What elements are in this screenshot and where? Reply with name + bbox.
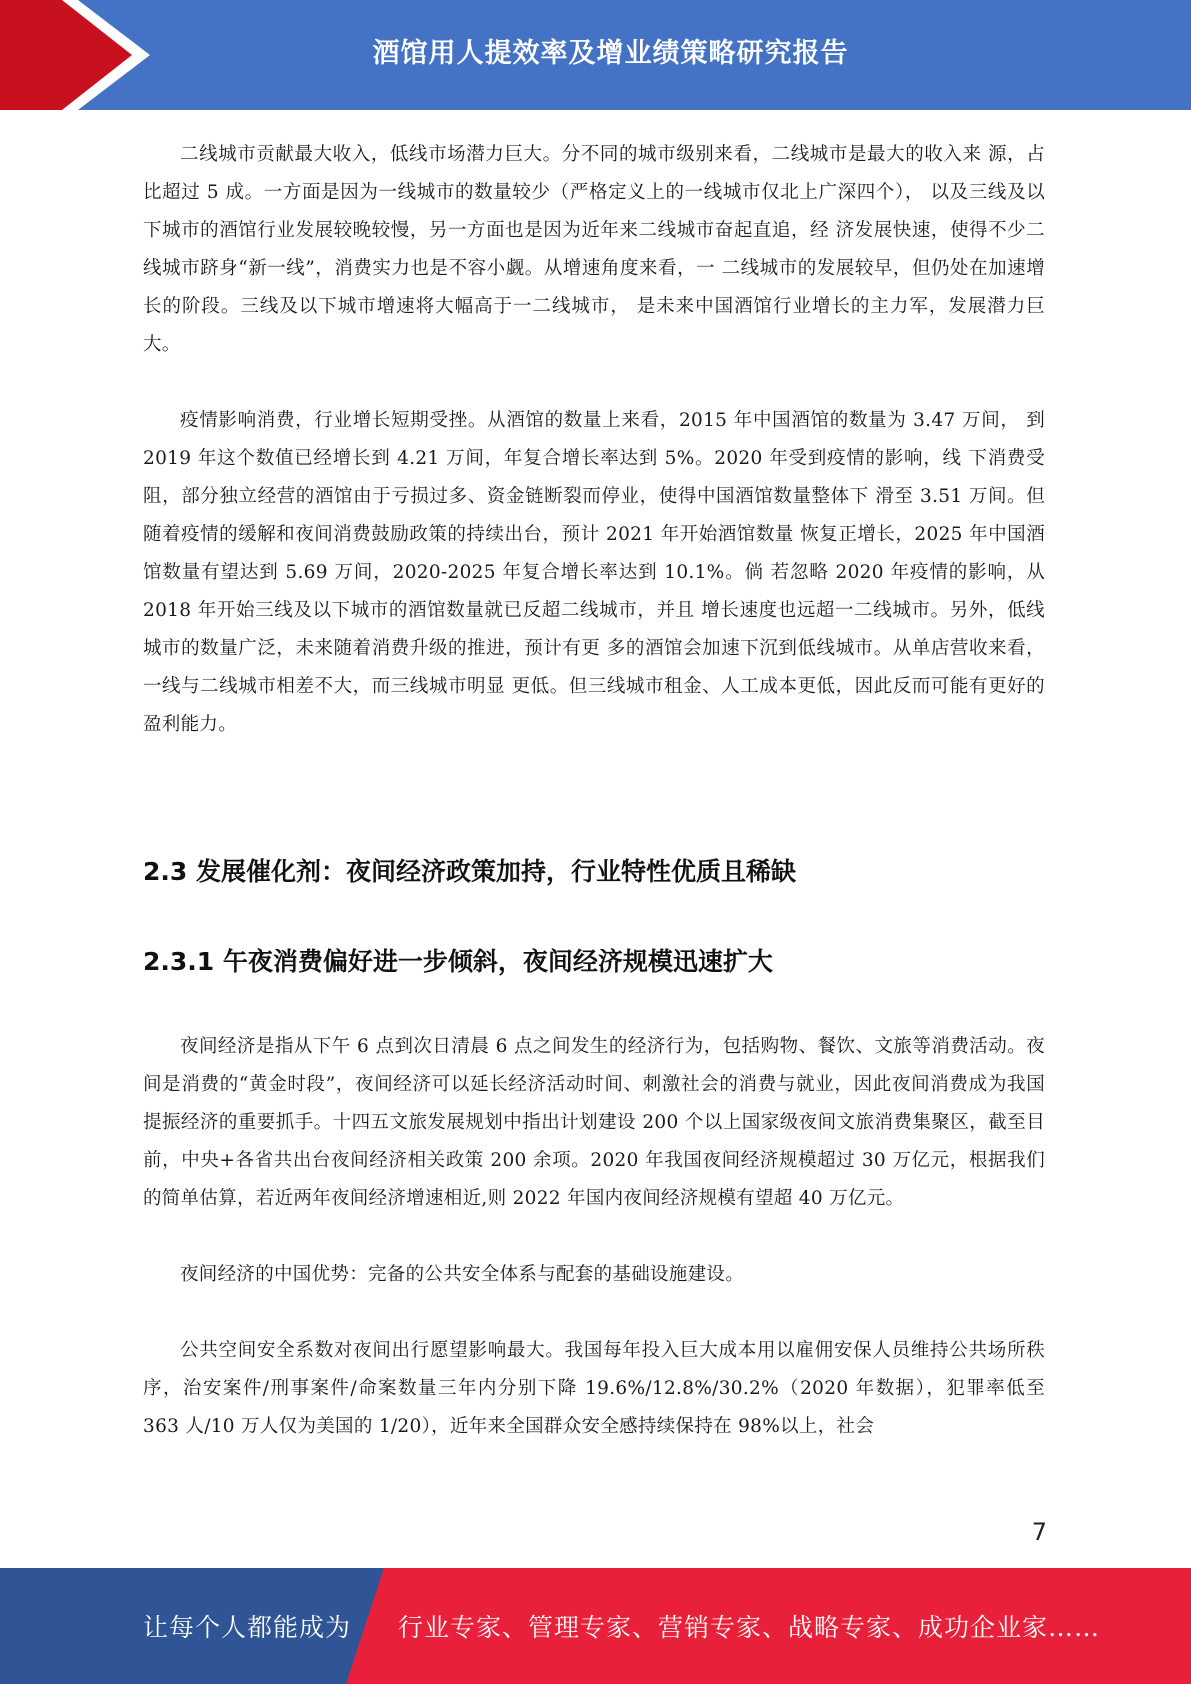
body-paragraph: 二线城市贡献最大收入，低线市场潜力巨大。分不同的城市级别来看，二线城市是最大的收入来 源，占比超过 5 成。一方面是因为一线城市的数量较少（严格定义上的一线城市仅北上广深四个）， 以及三线及以下城市的酒馆行业发展较晚较慢，另一方面也是因为近年来二线城市奋起直追，经 济发展快速，使得不少二线城市跻身“新一线”，消费实力也是不容小觑。从增速角度来看，一 二线城市的发展较早，但仍处在加速增长的阶段。三线及以下城市增速将大幅高于一二线城市， 是未来中国酒馆行业增长的主力军，发展潜力巨大。 [143,144,1045,355]
header-title: 酒馆用人提效率及增业绩策略研究报告 [372,37,849,69]
footer-slogan-right: 行业专家、管理专家、营销专家、战略专家、成功企业家…… [398,1613,1101,1642]
page-footer [0,1568,1191,1684]
body-paragraph: 公共空间安全系数对夜间出行愿望影响最大。我国每年投入巨大成本用以雇佣安保人员维持公共场所秩序，治安案件/刑事案件/命案数量三年内分别下降 19.6%/12.8%/30.2%（2020 年数据），犯罪率低至 363 人/10 万人仅为美国的 1/20），近年来全国群众安全感持续保持在 98%以上，社会 [143,1340,1045,1437]
page-header [0,0,1191,110]
footer-slogan-left: 让每个人都能成为 [143,1613,352,1642]
main-content [143,136,1045,1446]
body-paragraph: 疫情影响消费，行业增长短期受挫。从酒馆的数量上来看，2015 年中国酒馆的数量为 3.47 万间， 到 2019 年这个数值已经增长到 4.21 万间，年复合增长率达到 5%。2020 年受到疫情的影响，线 下消费受阻，部分独立经营的酒馆由于亏损过多、资金链断裂而停业，使得中国酒馆数量整体下 滑至 3.51 万间。但随着疫情的缓解和夜间消费鼓励政策的持续出台，预计 2021 年开始酒馆数量 恢复正增长，2025 年中国酒馆数量有望达到 5.69 万间，2020-2025 年复合增长率达到 10.1%。倘 若忽略 2020 年疫情的影响，从 2018 年开始三线及以下城市的酒馆数量就已反超二线城市，并且 增长速度也远超一二线城市。另外，低线城市的数量广泛，未来随着消费升级的推进，预计有更 多的酒馆会加速下沉到低线城市。从单店营收来看，一线与二线城市相差不大，而三线城市明显 更低。但三线城市租金、人工成本更低，因此反而可能有更好的盈利能力。 [143,410,1045,735]
page-number: 7 [1031,1518,1047,1546]
section-heading: 2.3 发展催化剂：夜间经济政策加持，行业特性优质且稀缺 [143,857,796,886]
subsection-heading: 2.3.1 午夜消费偏好进一步倾斜，夜间经济规模迅速扩大 [143,947,773,976]
body-paragraph: 夜间经济是指从下午 6 点到次日清晨 6 点之间发生的经济行为，包括购物、餐饮、文旅等消费活动。夜间是消费的“黄金时段”，夜间经济可以延长经济活动时间、刺激社会的消费与就业，因此夜间消费成为我国提振经济的重要抓手。十四五文旅发展规划中指出计划建设 200 个以上国家级夜间文旅消费集聚区，截至目前，中央+各省共出台夜间经济相关政策 200 余项。2020 年我国夜间经济规模超过 30 万亿元，根据我们的简单估算，若近两年夜间经济增速相近,则 2022 年国内夜间经济规模有望超 40 万亿元。 [143,1036,1045,1209]
body-paragraph: 夜间经济的中国优势：完备的公共安全体系与配套的基础设施建设。 [180,1264,745,1285]
